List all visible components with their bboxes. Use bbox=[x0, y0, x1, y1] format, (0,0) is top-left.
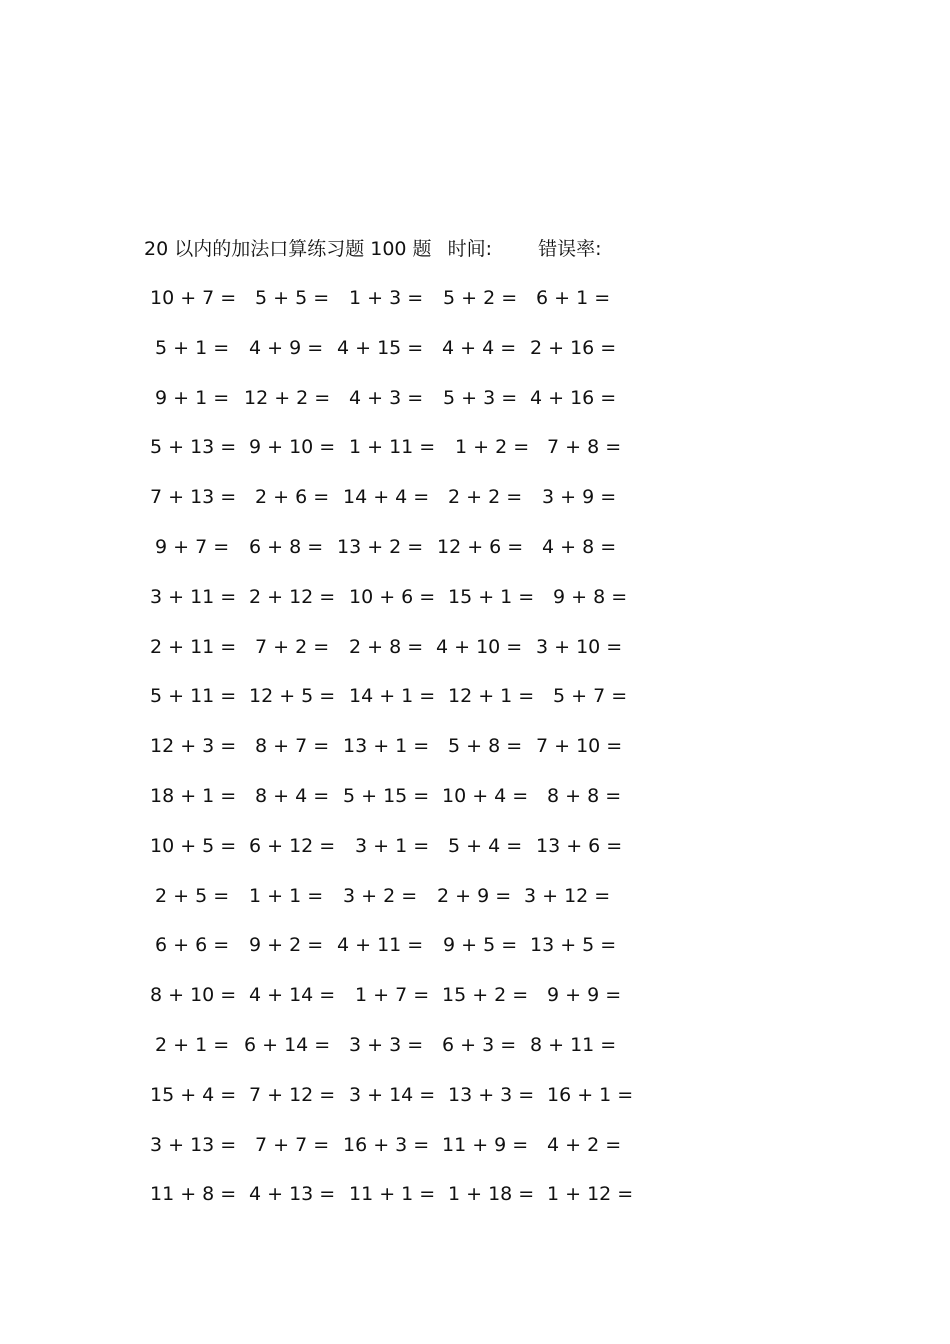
problem-row bbox=[0, 983, 950, 1013]
addition-problem: 12 + 3 = bbox=[150, 735, 237, 758]
time-label: 时间: bbox=[447, 238, 493, 260]
addition-problem: 3 + 14 = bbox=[349, 1083, 436, 1106]
addition-problem: 9 + 8 = bbox=[553, 585, 628, 608]
addition-problem: 4 + 14 = bbox=[249, 984, 336, 1007]
problem-row bbox=[0, 884, 950, 914]
problem-row bbox=[0, 535, 950, 565]
addition-problem: 5 + 15 = bbox=[343, 785, 430, 807]
addition-problem: 9 + 7 = bbox=[155, 536, 230, 558]
addition-problem: 2 + 16 = bbox=[530, 336, 617, 359]
addition-problem: 9 + 1 = bbox=[155, 386, 230, 409]
problem-row bbox=[0, 1133, 950, 1163]
addition-problem: 6 + 12 = bbox=[249, 834, 336, 857]
problem-row bbox=[0, 585, 950, 615]
addition-problem: 8 + 8 = bbox=[547, 785, 622, 807]
addition-problem: 4 + 9 = bbox=[249, 336, 324, 359]
addition-problem: 10 + 6 = bbox=[349, 585, 436, 608]
addition-problem: 15 + 2 = bbox=[442, 984, 529, 1007]
addition-problem: 13 + 2 = bbox=[337, 536, 424, 558]
addition-problem: 5 + 2 = bbox=[443, 287, 518, 309]
addition-problem: 3 + 2 = bbox=[343, 884, 418, 907]
addition-problem: 2 + 2 = bbox=[448, 486, 523, 509]
addition-problem: 4 + 2 = bbox=[547, 1133, 622, 1156]
addition-problem: 3 + 12 = bbox=[524, 884, 611, 907]
addition-problem: 2 + 9 = bbox=[437, 884, 512, 907]
addition-problem: 16 + 1 = bbox=[547, 1083, 634, 1106]
addition-problem: 1 + 18 = bbox=[448, 1183, 535, 1206]
addition-problem: 4 + 16 = bbox=[530, 386, 617, 409]
addition-problem: 1 + 1 = bbox=[249, 884, 324, 907]
addition-problem: 7 + 2 = bbox=[255, 635, 330, 658]
addition-problem: 4 + 4 = bbox=[442, 336, 517, 359]
addition-problem: 16 + 3 = bbox=[343, 1133, 430, 1156]
worksheet-header bbox=[144, 236, 601, 262]
addition-problem: 1 + 7 = bbox=[355, 984, 430, 1007]
addition-problem: 4 + 3 = bbox=[349, 386, 424, 409]
addition-problem: 12 + 6 = bbox=[437, 536, 524, 558]
problem-row bbox=[0, 734, 950, 764]
addition-problem: 1 + 11 = bbox=[349, 436, 436, 459]
addition-problem: 10 + 7 = bbox=[150, 287, 237, 309]
addition-problem: 5 + 11 = bbox=[150, 685, 237, 708]
addition-problem: 8 + 10 = bbox=[150, 984, 237, 1007]
addition-problem: 14 + 1 = bbox=[349, 685, 436, 708]
problem-row bbox=[0, 1182, 950, 1212]
addition-problem: 7 + 13 = bbox=[150, 486, 237, 509]
problem-row bbox=[0, 684, 950, 714]
addition-problem: 5 + 4 = bbox=[448, 834, 523, 857]
addition-problem: 3 + 13 = bbox=[150, 1133, 237, 1156]
problem-row bbox=[0, 286, 950, 316]
addition-problem: 6 + 6 = bbox=[155, 934, 230, 957]
addition-problem: 7 + 10 = bbox=[536, 735, 623, 758]
addition-problem: 5 + 3 = bbox=[443, 386, 518, 409]
problem-row bbox=[0, 933, 950, 963]
addition-problem: 11 + 1 = bbox=[349, 1183, 436, 1206]
addition-problem: 1 + 2 = bbox=[455, 436, 530, 459]
error-rate-label: 错误率: bbox=[538, 238, 602, 260]
addition-problem: 6 + 3 = bbox=[442, 1034, 517, 1056]
addition-problem: 2 + 5 = bbox=[155, 884, 230, 907]
addition-problem: 6 + 1 = bbox=[536, 287, 611, 309]
addition-problem: 3 + 11 = bbox=[150, 585, 237, 608]
addition-problem: 8 + 11 = bbox=[530, 1034, 617, 1056]
addition-problem: 2 + 1 = bbox=[155, 1034, 230, 1056]
addition-problem: 12 + 5 = bbox=[249, 685, 336, 708]
addition-problem: 2 + 12 = bbox=[249, 585, 336, 608]
addition-problem: 9 + 5 = bbox=[443, 934, 518, 957]
addition-problem: 13 + 3 = bbox=[448, 1083, 535, 1106]
addition-problem: 10 + 5 = bbox=[150, 834, 237, 857]
addition-problem: 4 + 13 = bbox=[249, 1183, 336, 1206]
addition-problem: 4 + 8 = bbox=[542, 536, 617, 558]
problem-row bbox=[0, 485, 950, 515]
addition-problem: 13 + 6 = bbox=[536, 834, 623, 857]
addition-problem: 2 + 6 = bbox=[255, 486, 330, 509]
addition-problem: 7 + 8 = bbox=[547, 436, 622, 459]
addition-problem: 8 + 4 = bbox=[255, 785, 330, 807]
addition-problem: 5 + 1 = bbox=[155, 336, 230, 359]
problem-row bbox=[0, 1033, 950, 1063]
addition-problem: 14 + 4 = bbox=[343, 486, 430, 509]
addition-problem: 11 + 8 = bbox=[150, 1183, 237, 1206]
addition-problem: 4 + 10 = bbox=[436, 635, 523, 658]
addition-problem: 5 + 8 = bbox=[448, 735, 523, 758]
addition-problem: 13 + 5 = bbox=[530, 934, 617, 957]
addition-problem: 18 + 1 = bbox=[150, 785, 237, 807]
problem-row bbox=[0, 336, 950, 366]
addition-problem: 5 + 5 = bbox=[255, 287, 330, 309]
addition-problem: 12 + 2 = bbox=[244, 386, 331, 409]
addition-problem: 1 + 3 = bbox=[349, 287, 424, 309]
addition-problem: 4 + 15 = bbox=[337, 336, 424, 359]
addition-problem: 13 + 1 = bbox=[343, 735, 430, 758]
addition-problem: 6 + 8 = bbox=[249, 536, 324, 558]
problem-row bbox=[0, 386, 950, 416]
addition-problem: 15 + 1 = bbox=[448, 585, 535, 608]
problem-row bbox=[0, 435, 950, 465]
addition-problem: 9 + 2 = bbox=[249, 934, 324, 957]
addition-problem: 11 + 9 = bbox=[442, 1133, 529, 1156]
addition-problem: 4 + 11 = bbox=[337, 934, 424, 957]
problem-row bbox=[0, 834, 950, 864]
problem-row bbox=[0, 784, 950, 814]
problem-row bbox=[0, 1083, 950, 1113]
addition-problem: 3 + 1 = bbox=[355, 834, 430, 857]
addition-problem: 3 + 9 = bbox=[542, 486, 617, 509]
addition-problem: 1 + 12 = bbox=[547, 1183, 634, 1206]
addition-problem: 3 + 10 = bbox=[536, 635, 623, 658]
addition-problem: 2 + 11 = bbox=[150, 635, 237, 658]
addition-problem: 7 + 7 = bbox=[255, 1133, 330, 1156]
addition-problem: 5 + 7 = bbox=[553, 685, 628, 708]
addition-problem: 10 + 4 = bbox=[442, 785, 529, 807]
addition-problem: 12 + 1 = bbox=[448, 685, 535, 708]
addition-problem: 9 + 9 = bbox=[547, 984, 622, 1007]
worksheet-title: 20 以内的加法口算练习题 100 题 bbox=[144, 238, 432, 260]
addition-problem: 5 + 13 = bbox=[150, 436, 237, 459]
addition-problem: 2 + 8 = bbox=[349, 635, 424, 658]
addition-problem: 3 + 3 = bbox=[349, 1034, 424, 1056]
addition-problem: 9 + 10 = bbox=[249, 436, 336, 459]
addition-problem: 15 + 4 = bbox=[150, 1083, 237, 1106]
addition-problem: 6 + 14 = bbox=[244, 1034, 331, 1056]
problem-row bbox=[0, 635, 950, 665]
addition-problem: 7 + 12 = bbox=[249, 1083, 336, 1106]
addition-problem: 8 + 7 = bbox=[255, 735, 330, 758]
